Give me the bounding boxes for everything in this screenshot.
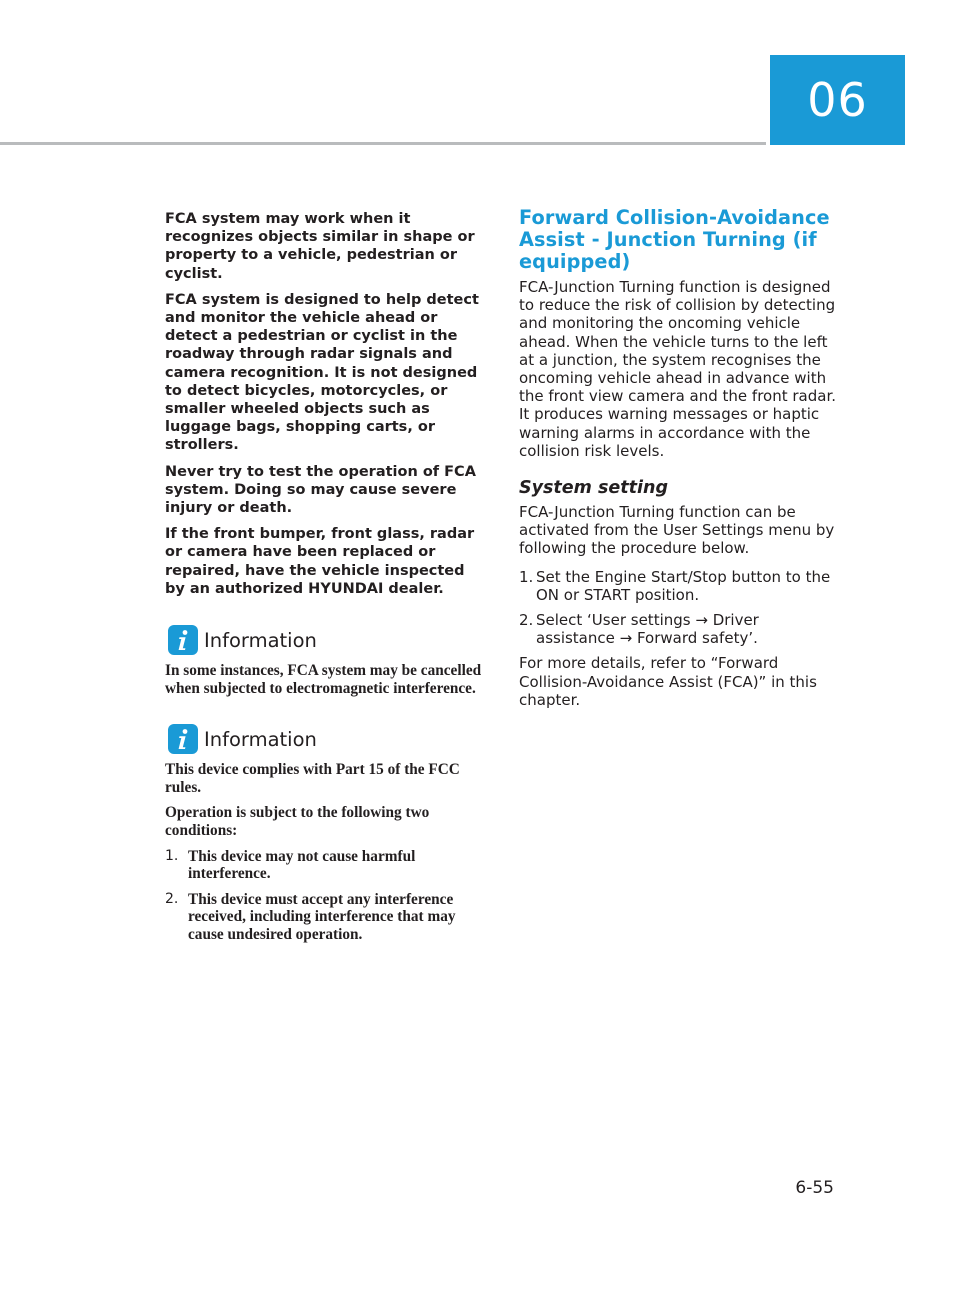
- list-item-number: 2.: [165, 890, 179, 907]
- left-column: [165, 210, 487, 952]
- step-number: 1.: [519, 567, 534, 586]
- right-column: [519, 207, 841, 719]
- chapter-tab: [770, 55, 905, 145]
- setting-steps-list: [519, 568, 841, 648]
- information-body: [165, 662, 487, 697]
- system-setting-heading: System setting: [519, 478, 668, 499]
- warning-paragraph: FCA system is designed to help detect and monitor the vehicle ahead or detect a pedestrian or cyclist in the roadway through radar signals and camera recognition. It is not designed to detect bicycles, motorcycles, or smaller wheeled objects such as luggage bags, shopping carts, or strollers.: [165, 291, 479, 454]
- section-intro: FCA-Junction Turning function is designed to reduce the risk of collision by detecting and monitoring the oncoming vehicle ahead. When the vehicle turns to the left at a junction, the system recognises the oncoming vehicle ahead in advance with the front view camera and the front radar. It produces warning messages or haptic warning alarms in accordance with the collision risk levels.: [519, 278, 837, 460]
- list-item-text: This device may not cause harmful interference.: [188, 847, 416, 883]
- list-item: [165, 848, 487, 883]
- closing-text: For more details, refer to “Forward Collision-Avoidance Assist (FCA)” in this chapter.: [519, 654, 817, 709]
- conditions-list: [165, 848, 487, 944]
- list-item: [519, 568, 841, 604]
- information-heading: [168, 624, 487, 656]
- information-note-1: [165, 624, 487, 697]
- header-rule: [0, 142, 766, 145]
- step-text: Select ‘User settings → Driver assistance → Forward safety’.: [536, 611, 759, 648]
- information-body: [165, 761, 487, 943]
- information-text: In some instances, FCA system may be cancelled when subjected to electromagnetic interference.: [165, 662, 482, 697]
- info-icon: [168, 724, 198, 754]
- information-text: This device complies with Part 15 of the FCC rules.: [165, 761, 460, 796]
- warning-text-block: [165, 210, 487, 598]
- warning-paragraph: FCA system may work when it recognizes objects similar in shape or property to a vehicle, pedestrian or cyclist.: [165, 211, 475, 282]
- step-number: 2.: [519, 611, 534, 630]
- information-heading: [168, 723, 487, 755]
- information-title: Information: [204, 628, 317, 652]
- list-item-text: This device must accept any interference received, including interference that may cause undesired operation.: [188, 890, 456, 943]
- step-text: Set the Engine Start/Stop button to the ON or START position.: [536, 567, 831, 604]
- information-text: Operation is subject to the following two conditions:: [165, 804, 430, 840]
- information-note-2: [165, 723, 487, 943]
- setting-intro: FCA-Junction Turning function can be activated from the User Settings menu by following the procedure below.: [519, 503, 835, 558]
- information-title: Information: [204, 727, 317, 751]
- section-title: Forward Collision-Avoidance Assist - Junction Turning (if equipped): [519, 206, 830, 273]
- warning-paragraph: Never try to test the operation of FCA system. Doing so may cause severe injury or death.: [165, 463, 476, 517]
- warning-paragraph: If the front bumper, front glass, radar or camera have been replaced or repaired, have the vehicle inspected by an authorized HYUNDAI dealer.: [165, 526, 475, 597]
- list-item-number: 1.: [165, 847, 179, 864]
- list-item: [519, 611, 841, 647]
- chapter-number: 06: [807, 73, 868, 127]
- page-number: 6-55: [795, 1178, 834, 1198]
- info-icon: [168, 625, 198, 655]
- list-item: [165, 891, 487, 944]
